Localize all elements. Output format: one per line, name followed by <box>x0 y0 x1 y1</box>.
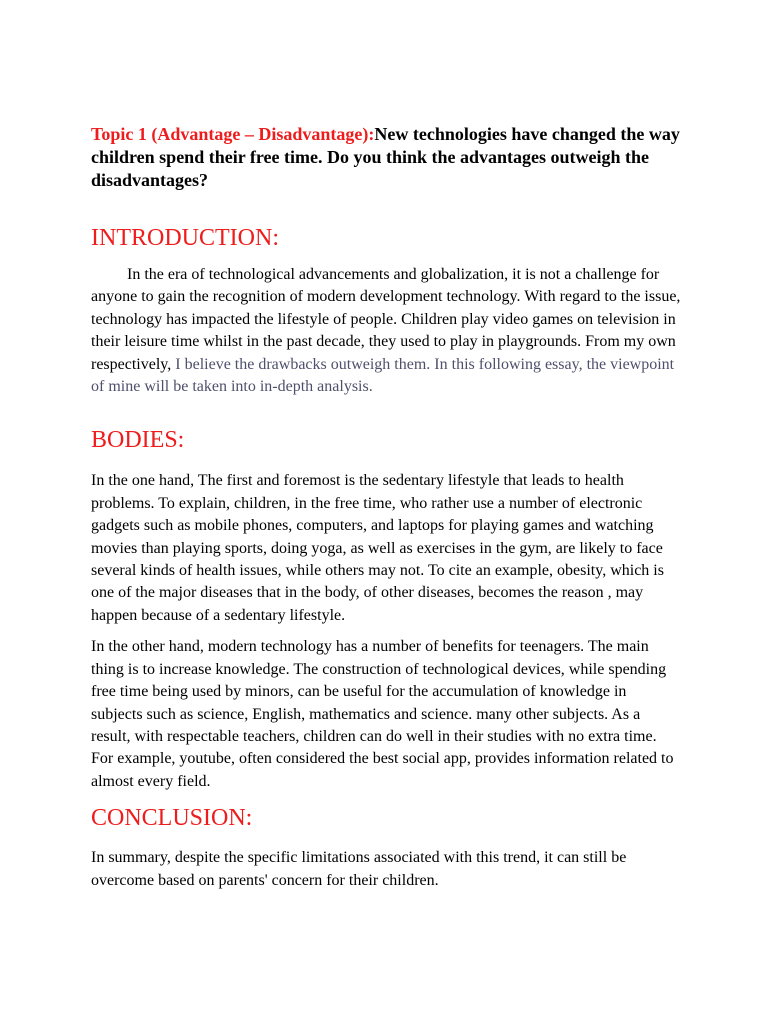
body-paragraph-2: In the other hand, modern technology has a number of benefits for teenagers. The main thing is to increase knowledge. The construction of technological devices, while spending free time being used by minors, can be useful for the accumulation of knowledge in subjects such as science, English, mathematics and science. many other subjects. As a result, with respectable teachers, children can do well in their studies with no extra time. For example, youtube, often considered the best social app, provides information related to almost every field. <box>91 638 674 790</box>
topic-prompt <box>91 123 681 192</box>
bodies-heading: BODIES: <box>91 427 185 454</box>
conclusion-heading: CONCLUSION: <box>91 805 253 832</box>
introduction-text: In the era of technological advancements and globalization, it is not a challenge for anyone to gain the recognition of modern development technology. With regard to the issue, technology has impacted the lifestyle of people. Children play video games on television in their leisure time whilst in the past decade, they used to play in playgrounds. From my own respectively, <box>91 266 681 373</box>
essay-page <box>91 123 681 892</box>
thesis-statement: I believe the drawbacks outweigh them. In this following essay, the viewpoint of mine will be taken into in-depth analysis. <box>91 355 675 396</box>
introduction-paragraph <box>91 264 681 398</box>
body-paragraph-1: In the one hand, The first and foremost is the sedentary lifestyle that leads to health problems. To explain, children, in the free time, who rather use a number of electronic gadgets such as mobile phones, computers, and laptops for playing games and watching movies than playing sports, doing yoga, as well as exercises in the gym, are likely to face several kinds of health issues, while others may not. To cite an example, obesity, which is one of the major diseases that in the body, of other diseases, becomes the reason , may happen because of a sedentary lifestyle. <box>91 472 664 624</box>
introduction-heading: INTRODUCTION: <box>91 225 279 251</box>
conclusion-paragraph: In summary, despite the specific limitations associated with this trend, it can still be overcome based on parents' concern for their children. <box>91 849 627 889</box>
topic-question: New technologies have changed the way children spend their free time. Do you think the advantages outweigh the disadvantages? <box>91 124 680 190</box>
topic-label: Topic 1 (Advantage – Disadvantage): <box>91 124 375 144</box>
